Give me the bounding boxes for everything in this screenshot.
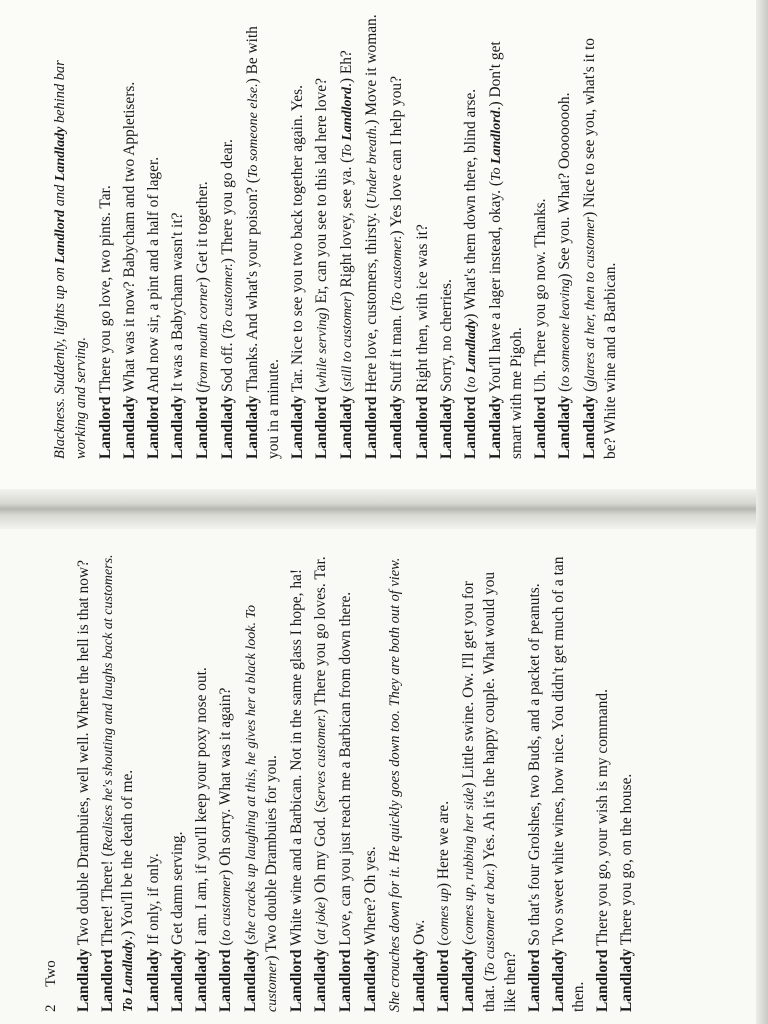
line-text: ( bbox=[312, 387, 330, 397]
speaker-name: Landlord bbox=[337, 949, 355, 1012]
direction-text: Landlord bbox=[489, 110, 505, 165]
direction-text: to customer bbox=[219, 874, 235, 941]
direction-text: still to customer bbox=[340, 296, 356, 387]
speaker-name: Landlady bbox=[243, 395, 261, 459]
line-text: And now sir, a pint and a half of lager. bbox=[145, 156, 163, 397]
stage-direction-text: and bbox=[52, 181, 68, 210]
line-text: ) Here we are. bbox=[435, 800, 453, 889]
line-text: Sorry, no cherries. bbox=[437, 279, 455, 396]
line-text: There! There! ( bbox=[98, 851, 116, 950]
speaker-name: Landlady bbox=[74, 948, 92, 1012]
speaker-name: Landlord bbox=[363, 396, 381, 459]
line-text: .) Don't get smart with me Pigoh. bbox=[487, 41, 525, 459]
line-text: I am. I am, if you'll keep your poxy nose out. bbox=[192, 667, 210, 949]
line-text: There you go, your wish is my command. bbox=[593, 689, 611, 950]
direction-text: Serves customer. bbox=[314, 714, 330, 808]
line-text: ) Little swine. Ow. I'll get you for that. ( bbox=[460, 581, 498, 1012]
line-text: ( bbox=[556, 386, 574, 396]
dialogue-line bbox=[525, 552, 545, 1012]
speaker-name: Landlady bbox=[338, 395, 356, 459]
speaker-name: Landlord bbox=[193, 396, 211, 459]
line-text: ) Right lovey, see ya. ( bbox=[338, 157, 356, 297]
dialogue-line bbox=[336, 552, 356, 1012]
direction-text: glares at her, then to customer bbox=[583, 216, 599, 387]
stage-direction bbox=[50, 13, 91, 459]
line-text: ) Two double Drambuies for you. bbox=[262, 755, 280, 961]
line-text: Here love, customers, thirsty. ( bbox=[363, 203, 381, 397]
line-text: Tar. Nice to see you two back together again. Yes. bbox=[288, 85, 306, 396]
page-header bbox=[42, 552, 62, 1012]
direction-text: from mouth corner bbox=[195, 282, 211, 388]
speaker-name: Landlady bbox=[312, 948, 330, 1012]
speaker-name: Landlady bbox=[242, 948, 260, 1012]
line-text: ( bbox=[242, 939, 260, 949]
line-text: Two sweet white wines, how nice. You didn't get much of a tan then. bbox=[549, 556, 587, 1012]
stage-direction-text: She crouches down for it. He quickly goes down too. They are both out of view. bbox=[386, 557, 403, 1012]
speaker-name: Landlady bbox=[218, 395, 236, 459]
speaker-name: Landlady bbox=[361, 948, 379, 1012]
speaker-name: Landlady bbox=[144, 948, 162, 1012]
direction-text: To Landlady bbox=[121, 939, 137, 1012]
line-text: ) Nice to see you, what's it to be? White wine and a Barbican. bbox=[581, 38, 619, 459]
speaker-name: Landlady bbox=[168, 948, 186, 1012]
speaker-name: Landlady bbox=[617, 948, 635, 1012]
line-text: ( bbox=[581, 386, 599, 396]
direction-text: Landlady bbox=[53, 126, 68, 182]
line-text: ( bbox=[460, 939, 478, 949]
dialogue-line bbox=[74, 552, 94, 1012]
direction-text: To someone else. bbox=[245, 83, 261, 179]
speaker-name: Landlord bbox=[462, 396, 479, 459]
line-text: If only, if only. bbox=[144, 853, 162, 949]
direction-text: Landlord bbox=[340, 87, 356, 141]
speaker-name: Landlord bbox=[525, 949, 543, 1012]
speaker-name: Landlord bbox=[217, 949, 235, 1012]
dialogue-line bbox=[410, 552, 430, 1012]
dialogue-line bbox=[486, 13, 526, 459]
line-text: ) Yes. Ah it's the happy couple. What would you like then? bbox=[481, 571, 519, 1012]
dialogue-line bbox=[241, 552, 282, 1012]
dialogue-line bbox=[312, 13, 333, 459]
dialogue-line bbox=[580, 13, 620, 459]
dialogue-line bbox=[144, 552, 164, 1012]
line-text: ( bbox=[435, 940, 453, 950]
right-page-text bbox=[50, 13, 625, 459]
speaker-name: Landlord bbox=[96, 396, 114, 459]
line-text: ) Be with you in a minute. bbox=[243, 26, 282, 459]
book-gutter bbox=[0, 489, 768, 529]
dialogue-line bbox=[593, 552, 613, 1012]
direction-text: To bbox=[489, 164, 505, 182]
line-text: ( bbox=[193, 387, 211, 397]
line-text: ) Oh my God. ( bbox=[312, 807, 330, 902]
speaker-name: Landlady bbox=[411, 948, 429, 1012]
right-page bbox=[0, 0, 768, 489]
speaker-name: Landlord bbox=[288, 949, 306, 1012]
dialogue-line bbox=[96, 13, 116, 459]
speaker-name: Landlady bbox=[556, 395, 574, 459]
dialogue-line bbox=[337, 13, 358, 459]
dialogue-line bbox=[288, 13, 308, 459]
line-text: ( bbox=[312, 939, 330, 949]
direction-text: To customer. bbox=[390, 235, 406, 306]
speaker-name: Landlady bbox=[549, 948, 567, 1012]
line-text: ) Get it together. bbox=[193, 181, 211, 283]
line-text: ) What's them down there, blind arse. bbox=[462, 88, 479, 319]
dialogue-line bbox=[437, 13, 457, 459]
line-text: Thanks. And what's your poison? ( bbox=[243, 178, 261, 396]
dialogue-line bbox=[549, 552, 588, 1012]
line-text: Ow. bbox=[411, 919, 429, 949]
line-text: Right then, with ice was it? bbox=[413, 224, 431, 397]
line-text: White wine and a Barbican. Not in the same glass I hope, ha! bbox=[288, 569, 306, 950]
line-text: There you go love, two pints. Tar. bbox=[96, 185, 114, 397]
line-text: Sod off. ( bbox=[218, 333, 236, 396]
dialogue-line bbox=[387, 13, 408, 459]
speaker-name: Landlady bbox=[487, 395, 505, 459]
dialogue-line bbox=[362, 13, 383, 459]
stage-direction-text: behind bar working and serving. bbox=[52, 60, 89, 459]
section-title: Two bbox=[43, 960, 59, 987]
dialogue-line bbox=[311, 552, 332, 1012]
direction-text: Under breath. bbox=[365, 124, 381, 204]
speaker-name: Landlord bbox=[98, 949, 116, 1012]
direction-text: while serving bbox=[314, 312, 330, 388]
speaker-name: Landlord bbox=[413, 396, 431, 459]
dialogue-line bbox=[120, 13, 140, 459]
speaker-name: Landlord bbox=[145, 396, 163, 459]
line-text: .) Eh? bbox=[338, 50, 356, 87]
line-text: There you go, on the house. bbox=[617, 773, 635, 949]
line-text: ) There you go dear. bbox=[218, 139, 236, 264]
direction-text: To customer at bar. bbox=[483, 868, 498, 977]
line-text: Love, can you just reach me a Barbican from down there. bbox=[337, 591, 355, 950]
direction-text: Realises he's shouting and laughs back at customers. bbox=[100, 554, 116, 852]
direction-text: comes up bbox=[437, 888, 453, 941]
dialogue-line bbox=[216, 552, 237, 1012]
direction-text: Landlord bbox=[53, 209, 68, 264]
speaker-name: Landlord bbox=[531, 396, 549, 459]
left-page bbox=[0, 529, 768, 1024]
dialogue-line bbox=[434, 552, 455, 1012]
line-text: .) You'll be the death of me. bbox=[119, 769, 137, 940]
speaker-name: Landlord bbox=[435, 949, 453, 1012]
dialogue-line bbox=[287, 552, 307, 1012]
speaker-name: Landlord bbox=[593, 949, 611, 1012]
line-text: Two double Drambuies, well well. Where the hell is that now? bbox=[74, 560, 92, 949]
direction-text: she cracks up laughing at this, he gives her a black look. To customer bbox=[244, 605, 280, 1012]
dialogue-line bbox=[192, 552, 212, 1012]
line-text: ) Yes love can I help you? bbox=[388, 76, 406, 236]
line-text: ) Er, can you see to this lad here love? bbox=[312, 78, 330, 313]
line-text: Get damn serving. bbox=[168, 831, 186, 949]
speaker-name: Landlady bbox=[192, 948, 210, 1012]
page-edge bbox=[756, 0, 768, 1024]
line-text: Stuff it man. ( bbox=[388, 305, 406, 396]
stage-direction bbox=[385, 552, 406, 1012]
line-text: So that's four Grolshes, two Buds, and a packet of peanuts. bbox=[525, 583, 543, 950]
direction-text: to bbox=[464, 373, 479, 388]
line-text: ) See you. What? Ooooooooh. bbox=[556, 92, 574, 279]
dialogue-line bbox=[461, 13, 482, 459]
line-text: You'll have a lager instead, okay. ( bbox=[487, 181, 505, 396]
dialogue-line bbox=[617, 552, 637, 1012]
page-number: 2 bbox=[43, 1004, 59, 1012]
direction-text: To bbox=[340, 140, 356, 158]
dialogue-line bbox=[555, 13, 576, 459]
line-text: What was it now? Babycham and two Appletisers. bbox=[120, 81, 138, 396]
dialogue-line bbox=[361, 552, 381, 1012]
dialogue-line bbox=[193, 13, 214, 459]
line-text: ( bbox=[338, 386, 356, 396]
line-text: ) Oh sorry. What was it again? bbox=[217, 687, 235, 875]
speaker-name: Landlord bbox=[312, 396, 330, 459]
speaker-name: Landlady bbox=[288, 395, 306, 459]
speaker-name: Landlady bbox=[581, 395, 599, 459]
line-text: Where? Oh yes. bbox=[361, 846, 379, 949]
line-text: ) Move it woman. bbox=[363, 14, 381, 125]
left-page-text bbox=[42, 552, 641, 1012]
line-text: ( bbox=[462, 387, 479, 397]
direction-text: at joke bbox=[314, 901, 330, 940]
right-dialogue bbox=[50, 13, 621, 459]
direction-text: comes up, rubbing her side bbox=[462, 787, 478, 940]
line-text: ( bbox=[217, 940, 235, 950]
speaker-name: Landlady bbox=[169, 395, 187, 459]
speaker-name: Landlady bbox=[388, 395, 406, 459]
dialogue-line bbox=[459, 552, 520, 1012]
speaker-name: Landlady bbox=[437, 395, 455, 459]
speaker-name: Landlady bbox=[460, 948, 478, 1012]
line-text: Uh. There you go now. Thanks. bbox=[531, 198, 549, 397]
direction-text: to someone leaving bbox=[558, 278, 574, 387]
dialogue-line bbox=[218, 13, 239, 459]
dialogue-line bbox=[168, 552, 188, 1012]
line-text: It was a Babycham wasn't it? bbox=[169, 212, 187, 396]
dialogue-line bbox=[144, 13, 164, 459]
direction-text: Landlady bbox=[464, 318, 479, 374]
dialogue-line bbox=[413, 13, 433, 459]
dialogue-line bbox=[98, 552, 139, 1012]
stage-direction-text: Blackness. Suddenly, lights up on bbox=[52, 263, 68, 459]
line-text: ) There you go loves. Tar. bbox=[312, 556, 330, 715]
dialogue-line bbox=[168, 13, 188, 459]
dialogue-line bbox=[531, 13, 551, 459]
direction-text: To customer. bbox=[220, 263, 236, 334]
dialogue-line bbox=[243, 13, 283, 459]
left-dialogue bbox=[74, 552, 637, 1012]
speaker-name: Landlady bbox=[120, 395, 138, 459]
